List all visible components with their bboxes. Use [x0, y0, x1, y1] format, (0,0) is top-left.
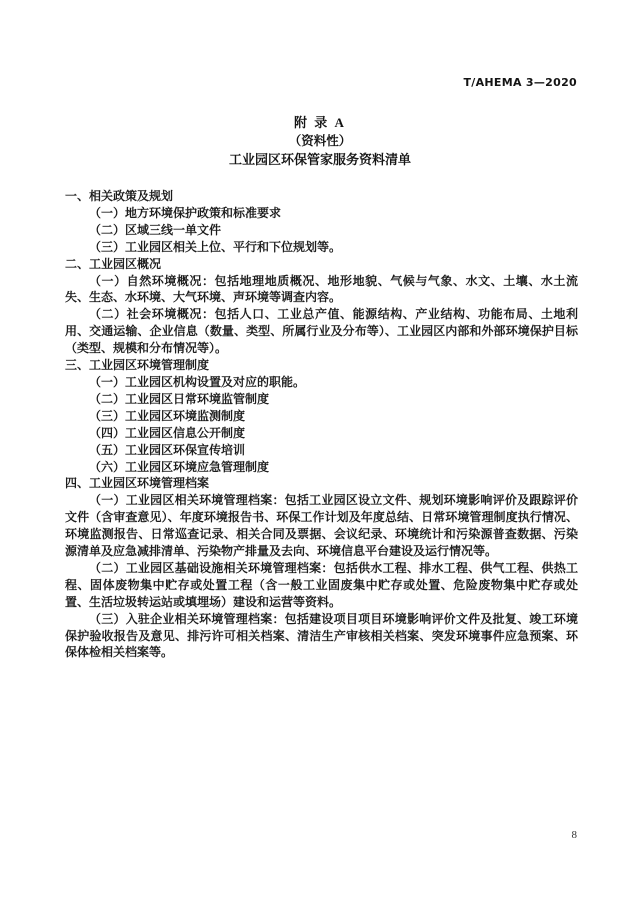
- section-heading-3: 三、工业园区环境管理制度: [65, 358, 210, 373]
- standard-code-header: T/AHEMA 3—2020: [463, 76, 577, 89]
- section-heading-2: 二、工业园区概况: [65, 256, 162, 271]
- section-1-item-3: （三）工业园区相关上位、平行和下位规划等。: [89, 239, 342, 254]
- appendix-subject: 工业园区环保管家服务资料清单: [228, 152, 411, 167]
- section-3-item-2: （二）工业园区日常环境监管制度: [89, 391, 270, 406]
- section-1-item-2: （二）区域三线一单文件: [89, 222, 222, 237]
- section-2-item-2: （二）社会环境概况：包括人口、工业总产值、能源结构、产业结构、功能布局、土地利用、交通运输、企业信息（数量、类型、所属行业及分布等）、工业园区内部和外部环境保护目标（类型、规模和分布情况等）。: [65, 307, 578, 356]
- section-3-item-4: （四）工业园区信息公开制度: [89, 425, 246, 440]
- section-3-item-5: （五）工业园区环保宣传培训: [89, 442, 246, 457]
- section-1-item-1: （一）地方环境保护政策和标准要求: [89, 205, 282, 220]
- section-4-item-2: （二）工业园区基础设施相关环境管理档案：包括供水工程、排水工程、供气工程、供热工程、固体废物集中贮存或处置工程（含一般工业固废集中贮存或处置、危险废物集中贮存或处置、生活垃圾转运站或填埋场）建设和运营等资料。: [65, 560, 578, 609]
- section-2-item-1: （一）自然环境概况：包括地理地质概况、地形地貌、气候与气象、水文、土壤、水土流失、生态、水环境、大气环境、声环境等调查内容。: [65, 273, 578, 305]
- appendix-title: 附 录 A: [294, 115, 346, 130]
- section-3-item-3: （三）工业园区环境监测制度: [89, 408, 246, 423]
- appendix-type: （资料性）: [288, 134, 352, 148]
- appendix-title-block: [0, 114, 640, 169]
- document-body: [65, 188, 578, 661]
- section-4-item-3: （三）入驻企业相关环境管理档案：包括建设项目项目环境影响评价文件及批复、竣工环境保护验收报告及意见、排污许可相关档案、清洁生产审核相关档案、突发环境事件应急预案、环保体检相关档案等。: [65, 611, 578, 660]
- section-3-item-6: （六）工业园区环境应急管理制度: [89, 459, 270, 474]
- section-3-item-1: （一）工业园区机构设置及对应的职能。: [89, 374, 306, 389]
- page-number: 8: [571, 829, 577, 841]
- section-heading-4: 四、工业园区环境管理档案: [65, 476, 210, 491]
- section-4-item-1: （一）工业园区相关环境管理档案：包括工业园区设立文件、规划环境影响评价及跟踪评价文件（含审查意见）、年度环境报告书、环保工作计划及年度总结、日常环境管理制度执行情况、环境监测报告、日常巡查记录、相关合同及票据、会议纪录、环境统计和污染源普查数据、污染源清单及应急减排清单、污染物产排量及去向、环境信息平台建设及运行情况等。: [65, 493, 578, 559]
- section-heading-1: 一、相关政策及规划: [65, 189, 174, 203]
